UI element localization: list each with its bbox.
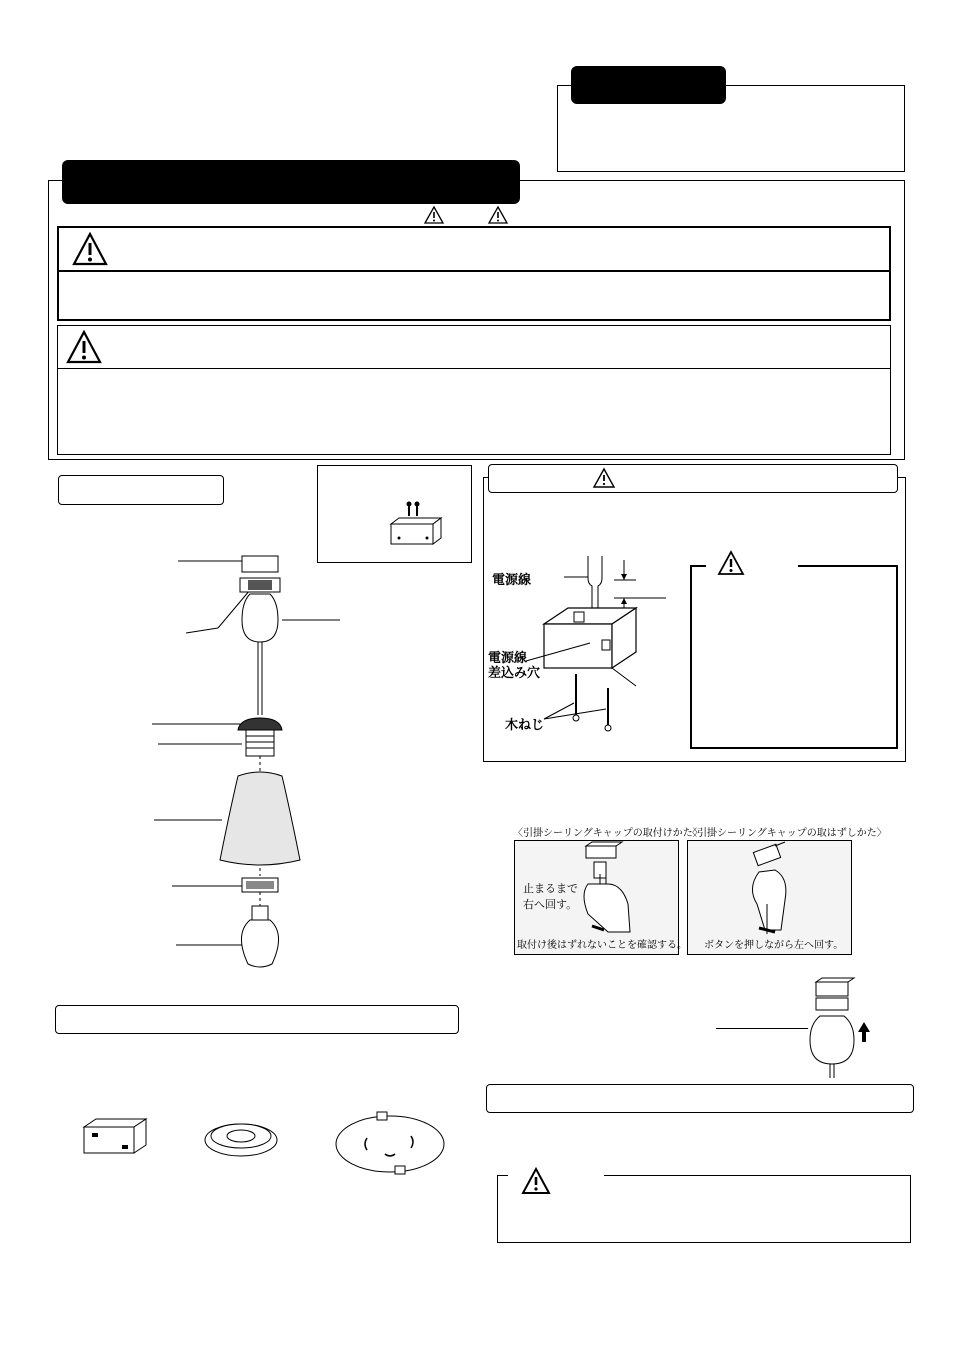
ceiling-block-figure bbox=[80, 1115, 150, 1157]
canopy-raise-figure bbox=[806, 976, 876, 1080]
warning-triangle-icon bbox=[522, 1168, 550, 1194]
warning-triangle-icon bbox=[593, 468, 615, 488]
ceiling-types-label-box bbox=[55, 1005, 459, 1034]
cap-attach-hand-figure bbox=[578, 844, 638, 934]
power-wire-label: 電源線 bbox=[492, 573, 532, 588]
ceiling-round-figure bbox=[203, 1118, 279, 1158]
cap-attach-title: 〈引掛シーリングキャップの取付けかた〉 bbox=[513, 828, 703, 839]
bottom-caution-box bbox=[497, 1175, 911, 1243]
warning-triangle-icon bbox=[72, 232, 108, 266]
safety-title-tab bbox=[62, 160, 520, 204]
warning-triangle-icon bbox=[488, 206, 508, 224]
parts-label-box bbox=[58, 475, 224, 505]
screws-block-figure bbox=[385, 500, 445, 552]
canopy-leader-line bbox=[716, 1028, 808, 1029]
cap-remove-hand-figure bbox=[745, 844, 805, 934]
cap-remove-instruction: ボタンを押しながら左へ回す。 bbox=[704, 940, 844, 951]
cap-attach-instruction: 止まるまで 右へ回す。 bbox=[523, 882, 578, 911]
pendant-exploded-diagram bbox=[150, 550, 350, 970]
ceiling-large-round-figure bbox=[333, 1110, 447, 1176]
power-wire-hole-label: 電源線 差込み穴 bbox=[488, 651, 541, 681]
install-caution-box bbox=[690, 565, 898, 749]
wood-screw-label: 木ねじ bbox=[505, 718, 545, 733]
warning-triangle-icon bbox=[424, 206, 444, 224]
cap-remove-title: 〈引掛シーリングキャップの取はずしかた〉 bbox=[687, 828, 887, 839]
caution-body-2 bbox=[57, 368, 891, 455]
cap-attach-confirm: 取付け後はずれないことを確認する。 bbox=[517, 940, 687, 951]
warning-triangle-icon bbox=[718, 551, 744, 575]
install-title-box bbox=[488, 464, 898, 493]
warning-header-1 bbox=[57, 226, 891, 272]
bottom-right-label-box bbox=[486, 1084, 914, 1113]
warning-body-1 bbox=[57, 270, 891, 321]
caution-header-2 bbox=[57, 325, 891, 369]
warning-triangle-icon bbox=[66, 330, 102, 364]
top-right-tab bbox=[571, 66, 726, 104]
